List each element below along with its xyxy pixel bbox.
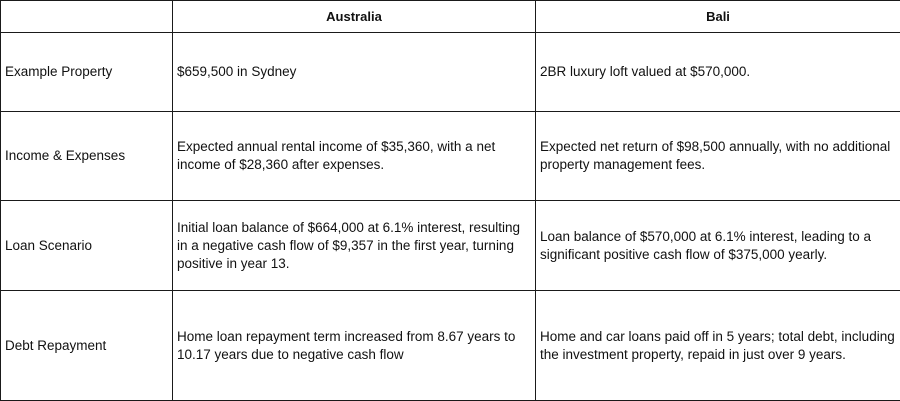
- header-empty-cell: [1, 1, 173, 33]
- row-label: Debt Repayment: [1, 291, 173, 401]
- australia-cell: Expected annual rental income of $35,360, with a net income of $28,360 after expenses.: [173, 112, 536, 201]
- bali-cell: Expected net return of $98,500 annually, with no additional property management fees.: [536, 112, 900, 201]
- header-australia: Australia: [173, 1, 536, 33]
- header-bali: Bali: [536, 1, 900, 33]
- table-row: [1, 33, 900, 112]
- bali-cell: Home and car loans paid off in 5 years; total debt, including the investment property, repaid in just over 9 years.: [536, 291, 900, 401]
- bali-cell: Loan balance of $570,000 at 6.1% interest, leading to a significant positive cash flow of $375,000 yearly.: [536, 201, 900, 291]
- row-label: Income & Expenses: [1, 112, 173, 201]
- table-row: [1, 201, 900, 291]
- bali-cell: 2BR luxury loft valued at $570,000.: [536, 33, 900, 112]
- australia-cell: Home loan repayment term increased from 8.67 years to 10.17 years due to negative cash flow: [173, 291, 536, 401]
- australia-cell: Initial loan balance of $664,000 at 6.1% interest, resulting in a negative cash flow of $9,357 in the first year, turning positive in year 13.: [173, 201, 536, 291]
- row-label: Loan Scenario: [1, 201, 173, 291]
- table-header-row: [1, 1, 900, 33]
- australia-cell: $659,500 in Sydney: [173, 33, 536, 112]
- row-label: Example Property: [1, 33, 173, 112]
- table-row: [1, 112, 900, 201]
- table-row: [1, 291, 900, 401]
